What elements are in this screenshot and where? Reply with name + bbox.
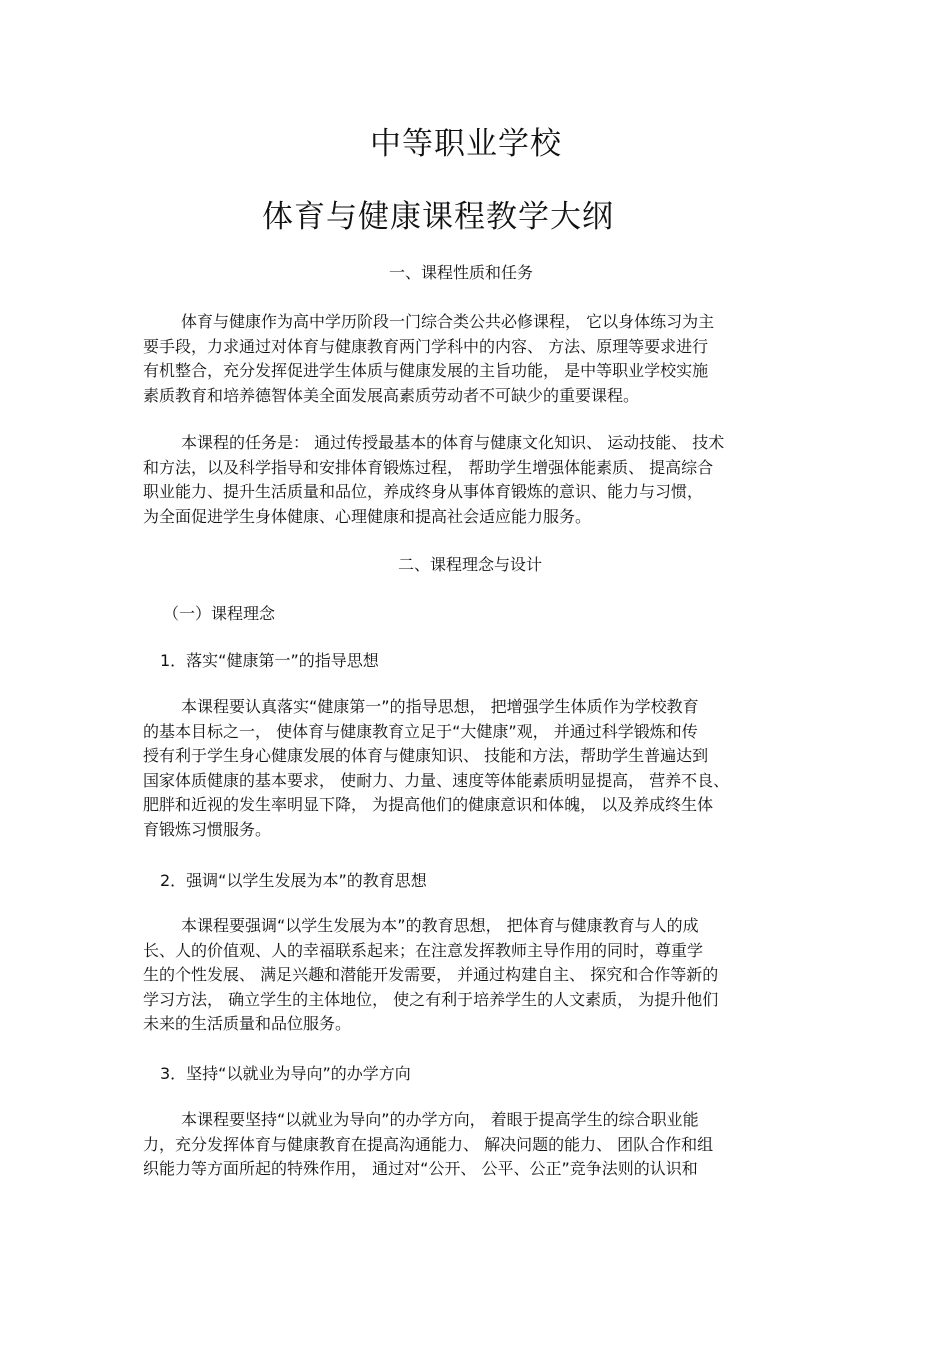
paragraph-line: 力，充分发挥体育与健康教育在提高沟通能力、 解决问题的能力、 团队合作和组 (143, 1134, 714, 1154)
paragraph-line: 学习方法， 确立学生的主体地位， 使之有利于培养学生的人文素质， 为提升他们 (143, 989, 719, 1009)
paragraph-health-first (143, 695, 807, 842)
paragraph-line: 本课程的任务是： 通过传授最基本的体育与健康文化知识、 运动技能、 技术 (181, 433, 725, 452)
paragraph-line: 生的个性发展、 满足兴趣和潜能开发需要， 并通过构建自主、 探究和合作等新的 (143, 965, 719, 984)
document-title-line2: 体育与健康课程教学大纲 (262, 199, 614, 235)
paragraph-line: 未来的生活质量和品位服务。 (143, 1014, 352, 1033)
paragraph-course-nature (143, 310, 807, 408)
paragraph-line: 和方法，以及科学指导和安排体育锻炼过程， 帮助学生增强体能素质、 提高综合 (143, 457, 714, 477)
paragraph-line: 有机整合，充分发挥促进学生体质与健康发展的主旨功能， 是中等职业学校实施 (143, 361, 709, 380)
paragraph-line: 肥胖和近视的发生率明显下降， 为提高他们的健康意识和体魄， 以及养成终生体 (143, 795, 714, 814)
paragraph-line: 国家体质健康的基本要求， 使耐力、力量、速度等体能素质明显提高， 营养不良、 (143, 770, 730, 790)
paragraph-line: 体育与健康作为高中学历阶段一门综合类公共必修课程， 它以身体练习为主 (181, 312, 715, 331)
document-title-line1: 中等职业学校 (370, 126, 562, 162)
section-heading-nature-and-tasks: 一、课程性质和任务 (389, 263, 534, 282)
paragraph-line: 职业能力、提升生活质量和品位，养成终身从事体育锻炼的意识、能力与习惯， (143, 482, 704, 501)
item-heading-employment-oriented: 3．坚持“以就业为导向”的办学方向 (160, 1064, 411, 1083)
paragraph-line: 长、人的价值观、人的幸福联系起来；在注意发挥教师主导作用的同时，尊重学 (143, 940, 704, 960)
item-heading-student-development: 2．强调“以学生发展为本”的教育思想 (160, 871, 427, 890)
paragraph-employment-oriented (143, 1108, 807, 1182)
paragraph-line: 织能力等方面所起的特殊作用， 通过对“公开、 公平、公正”竞争法则的认识和 (143, 1159, 698, 1178)
paragraph-student-development (143, 914, 807, 1037)
paragraph-line: 要手段，力求通过对体育与健康教育两门学科中的内容、 方法、原理等要求进行 (143, 336, 709, 356)
paragraph-line: 本课程要强调“以学生发展为本”的教育思想， 把体育与健康教育与人的成 (181, 916, 699, 935)
paragraph-line: 本课程要坚持“以就业为导向”的办学方向， 着眼于提高学生的综合职业能 (181, 1110, 699, 1129)
paragraph-course-tasks (143, 431, 807, 529)
paragraph-line: 为全面促进学生身体健康、心理健康和提高社会适应能力服务。 (143, 506, 592, 526)
paragraph-line: 的基本目标之一， 使体育与健康教育立足于“大健康”观， 并通过科学锻炼和传 (143, 721, 698, 741)
subsection-heading-philosophy: （一）课程理念 (163, 604, 276, 623)
paragraph-line: 育锻炼习惯服务。 (143, 819, 272, 839)
paragraph-line: 授有利于学生身心健康发展的体育与健康知识、 技能和方法，帮助学生普遍达到 (143, 746, 709, 765)
paragraph-line: 本课程要认真落实“健康第一”的指导思想， 把增强学生体质作为学校教育 (181, 697, 699, 716)
paragraph-line: 素质教育和培养德智体美全面发展高素质劳动者不可缺少的重要课程。 (143, 385, 640, 405)
section-heading-philosophy-and-design: 二、课程理念与设计 (398, 555, 543, 574)
item-heading-health-first: 1．落实“健康第一”的指导思想 (160, 651, 379, 670)
